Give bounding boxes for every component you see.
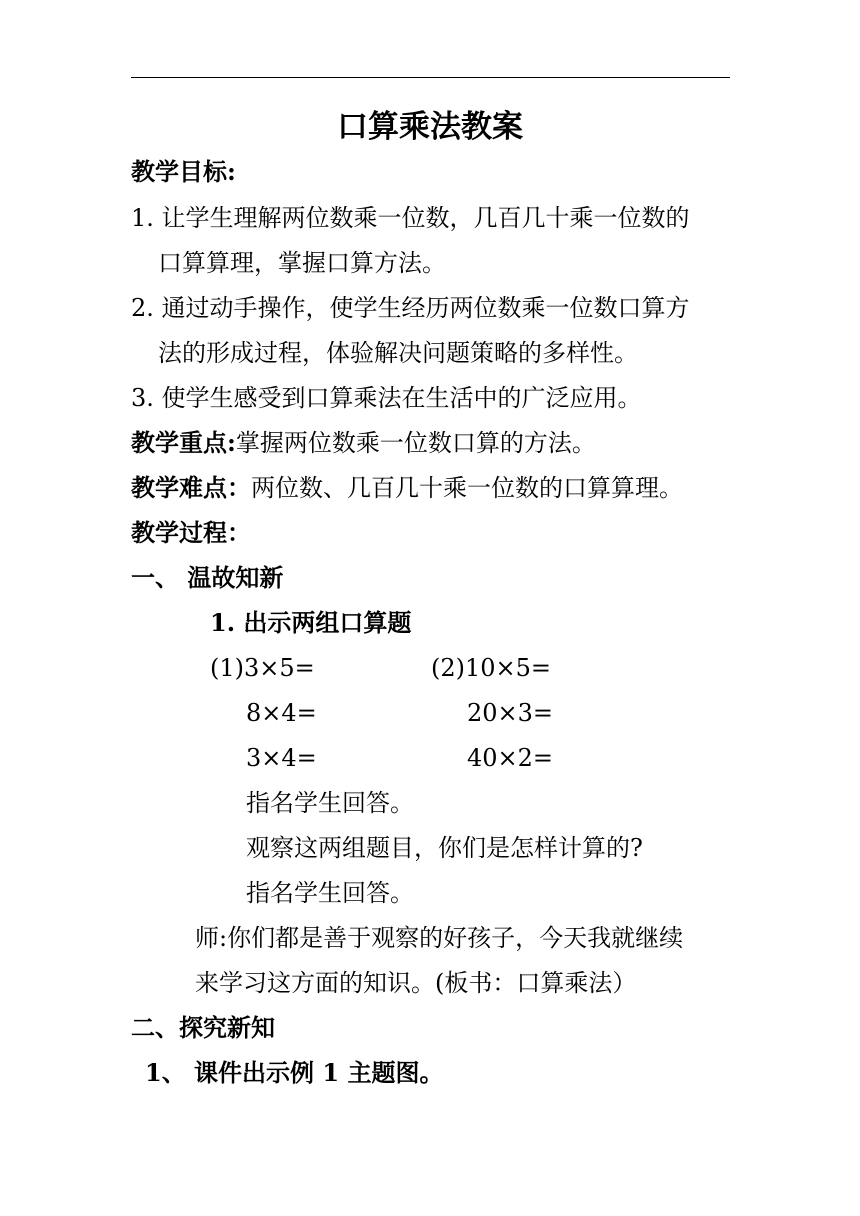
observation-question: 观察这两组题目，你们是怎样计算的?	[246, 834, 643, 862]
section-1-sub-1: 1. 出示两组口算题	[210, 608, 412, 637]
key-point	[131, 428, 596, 457]
group-2-item-2: 20×3=	[467, 699, 554, 727]
group-2-item-3: 40×2=	[467, 744, 554, 772]
teacher-line-1: 师:你们都是善于观察的好孩子，今天我就继续	[195, 924, 684, 952]
key-point-label: 教学重点:	[131, 428, 236, 457]
goal-item-2-line-1: 2. 通过动手操作，使学生经历两位数乘一位数口算方	[131, 294, 690, 322]
section-2-sub-1: 1、 课件出示例 1 主题图。	[145, 1058, 444, 1087]
group-1-item-2: 8×4=	[246, 699, 317, 727]
teacher-line-2: 来学习这方面的知识。(板书：口算乘法）	[195, 969, 637, 997]
document-title: 口算乘法教案	[337, 109, 523, 145]
goal-item-3: 3. 使学生感受到口算乘法在生活中的广泛应用。	[131, 384, 642, 412]
goal-item-1-line-1: 1. 让学生理解两位数乘一位数，几百几十乘一位数的	[131, 204, 690, 232]
section-2-heading: 二、探究新知	[131, 1013, 275, 1042]
process-heading: 教学过程：	[131, 518, 251, 547]
answer-note-2: 指名学生回答。	[246, 879, 414, 907]
group-1-item-3: 3×4=	[246, 744, 317, 772]
group-2-item-1: (2)10×5=	[431, 654, 552, 682]
difficulty-text: 两位数、几百几十乘一位数的口算算理。	[251, 474, 683, 502]
header-rule	[131, 77, 730, 78]
difficulty	[131, 473, 683, 502]
goal-item-2-line-2: 法的形成过程，体验解决问题策略的多样性。	[158, 339, 638, 367]
goals-heading: 教学目标:	[131, 157, 236, 186]
section-1-heading: 一、 温故知新	[131, 563, 284, 592]
answer-note-1: 指名学生回答。	[246, 789, 414, 817]
goal-item-1-line-2: 口算算理，掌握口算方法。	[158, 249, 446, 277]
difficulty-label: 教学难点：	[131, 473, 251, 502]
group-1-item-1: (1)3×5=	[210, 654, 315, 682]
key-point-text: 掌握两位数乘一位数口算的方法。	[235, 429, 596, 457]
